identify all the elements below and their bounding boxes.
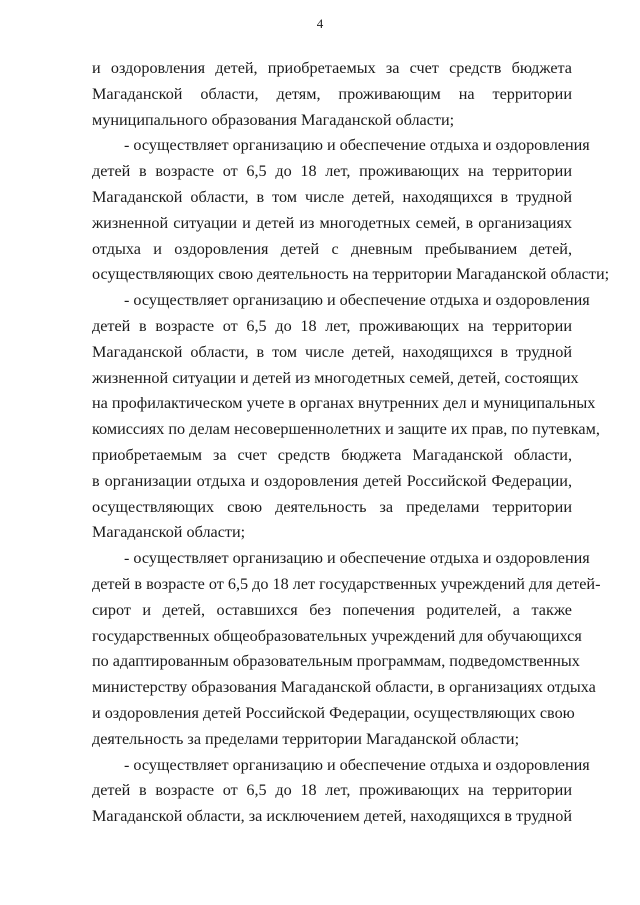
- text-line: по адаптированным образовательным программам, подведомственных: [92, 652, 580, 671]
- text-line: детей в возрасте от 6,5 до 18 лет, проживающих на территории: [92, 316, 572, 335]
- text-line: комиссиях по делам несовершеннолетних и защите их прав, по путевкам,: [92, 420, 600, 439]
- text-line: Магаданской области, в том числе детей, находящихся в трудной: [92, 342, 572, 361]
- text-line: - осуществляет организацию и обеспечение отдыха и оздоровления: [124, 755, 590, 774]
- text-line: детей в возрасте от 6,5 до 18 лет, проживающих на территории: [92, 781, 572, 800]
- text-line: приобретаемым за счет средств бюджета Магаданской области,: [92, 445, 572, 464]
- text-line: министерству образования Магаданской области, в организациях отдыха: [92, 678, 596, 697]
- text-line: отдыха и оздоровления детей с дневным пребыванием детей,: [92, 239, 572, 258]
- text-line: детей в возрасте от 6,5 до 18 лет государственных учреждений для детей-: [92, 574, 601, 593]
- text-line: - осуществляет организацию и обеспечение отдыха и оздоровления: [124, 549, 590, 568]
- text-line: деятельность за пределами территории Магаданской области;: [92, 729, 520, 748]
- text-line: и оздоровления детей Российской Федерации, осуществляющих свою: [92, 703, 575, 722]
- text-line: Магаданской области, детям, проживающим на территории: [92, 84, 572, 103]
- text-line: - осуществляет организацию и обеспечение отдыха и оздоровления: [124, 291, 590, 310]
- page-number: 4: [316, 16, 324, 31]
- text-line: жизненной ситуации и детей из многодетных семей, в организациях: [92, 213, 572, 232]
- text-line: Магаданской области, в том числе детей, находящихся в трудной: [92, 187, 572, 206]
- text-line: муниципального образования Магаданской области;: [92, 110, 455, 129]
- text-line: в организации отдыха и оздоровления детей Российской Федерации,: [92, 471, 572, 490]
- text-line: Магаданской области, за исключением детей, находящихся в трудной: [92, 807, 572, 826]
- text-line: осуществляющих свою деятельность за пределами территории: [92, 497, 572, 516]
- text-line: и оздоровления детей, приобретаемых за счет средств бюджета: [92, 59, 572, 77]
- text-line: детей в возрасте от 6,5 до 18 лет, проживающих на территории: [92, 162, 572, 181]
- text-line: жизненной ситуации и детей из многодетных семей, детей, состоящих: [92, 368, 579, 387]
- text-line: Магаданской области;: [92, 523, 246, 542]
- text-line: на профилактическом учете в органах внутренних дел и муниципальных: [92, 394, 596, 413]
- text-line: сирот и детей, оставшихся без попечения родителей, а также: [92, 600, 572, 619]
- text-line: - осуществляет организацию и обеспечение отдыха и оздоровления: [124, 136, 590, 155]
- text-line: осуществляющих свою деятельность на территории Магаданской области;: [92, 265, 610, 284]
- document-body: [92, 56, 610, 830]
- text-line: государственных общеобразовательных учреждений для обучающихся: [92, 626, 582, 645]
